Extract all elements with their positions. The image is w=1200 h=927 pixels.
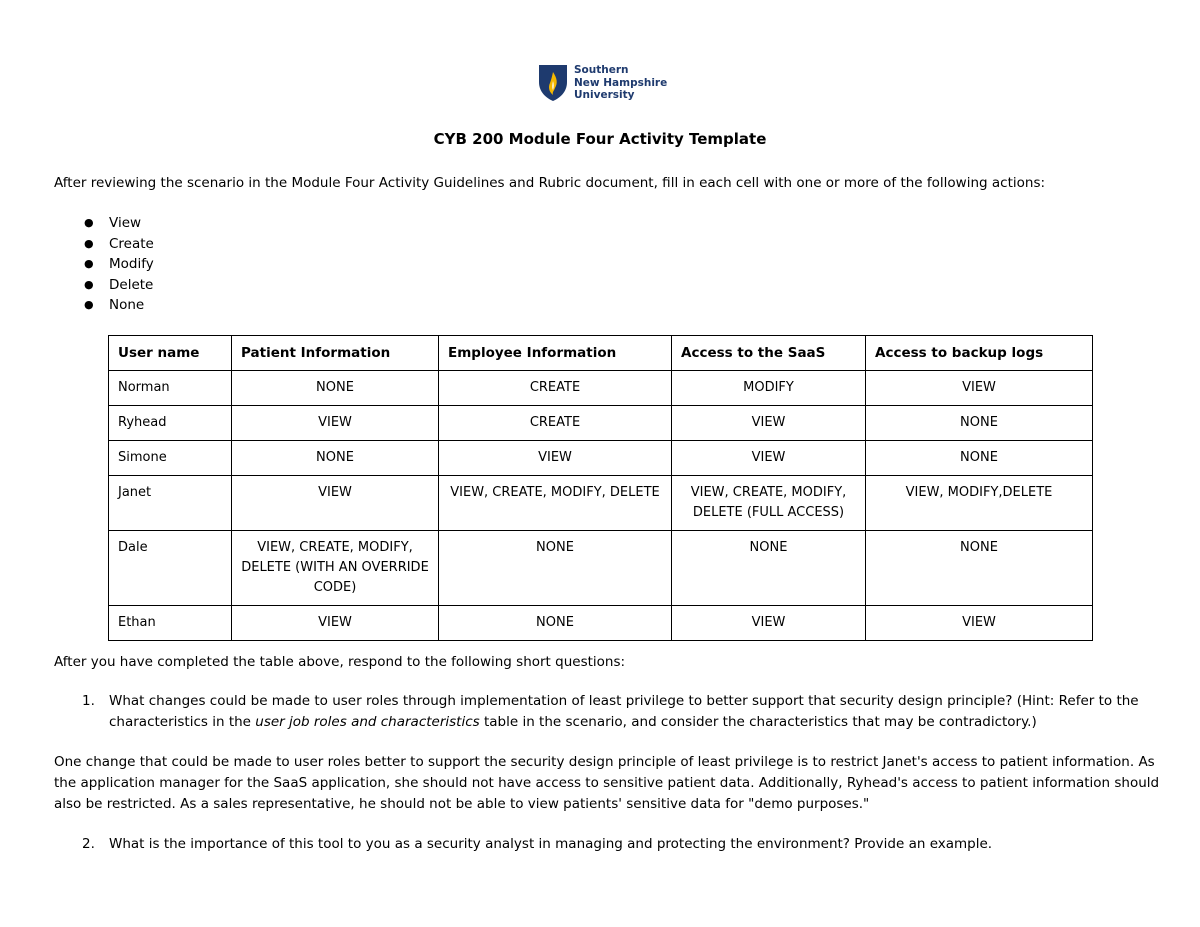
table-cell: VIEW bbox=[866, 606, 1093, 641]
table-cell: VIEW, CREATE, MODIFY, DELETE (FULL ACCESS) bbox=[672, 476, 866, 531]
table-cell: VIEW bbox=[439, 441, 672, 476]
bullet-icon: ● bbox=[84, 298, 94, 312]
table-cell: NONE bbox=[866, 531, 1093, 606]
column-header: Access to the SaaS bbox=[672, 336, 866, 371]
action-label: View bbox=[109, 215, 142, 231]
table-cell: NONE bbox=[866, 441, 1093, 476]
question-text-italic: user job roles and characteristics bbox=[255, 713, 480, 730]
action-label: Create bbox=[109, 235, 154, 252]
table-cell: NONE bbox=[866, 406, 1093, 441]
table-cell: VIEW, MODIFY,DELETE bbox=[866, 476, 1093, 531]
question-text: What is the importance of this tool to you as a security analyst in managing and protecting the environment? Provide an example. bbox=[109, 836, 993, 852]
table-cell: NONE bbox=[672, 531, 866, 606]
table-row bbox=[109, 441, 1093, 476]
shield-flame-icon bbox=[538, 64, 568, 102]
logo-line-2: New Hampshire bbox=[574, 76, 668, 89]
question-2 bbox=[82, 834, 1152, 855]
column-header: Employee Information bbox=[439, 336, 672, 371]
question-text-part: table in the scenario, and consider the characteristics that may be contradictory.) bbox=[479, 713, 1037, 730]
action-label: Delete bbox=[109, 276, 154, 293]
table-row bbox=[109, 531, 1093, 606]
table-cell: MODIFY bbox=[672, 371, 866, 406]
action-label: None bbox=[109, 297, 145, 314]
user-name-cell: Ryhead bbox=[109, 406, 232, 441]
question-text bbox=[109, 691, 1152, 732]
question-number: 1. bbox=[82, 693, 95, 709]
list-item bbox=[84, 275, 154, 296]
table-cell: VIEW bbox=[232, 476, 439, 531]
logo-line-3: University bbox=[574, 89, 635, 101]
table-cell: VIEW bbox=[672, 606, 866, 641]
actions-list bbox=[84, 213, 154, 316]
answer-1: One change that could be made to user roles better to support the security design principle of least privilege is to restrict Janet's access to patient information. As the application manager for the SaaS application, she should not have access to sensitive patient data. Additionally, Ryhead's access to patient information should also be restricted. As a sales representative, he should not be able to view patients' sensitive data for "demo purposes." bbox=[54, 754, 1160, 812]
table-cell: CREATE bbox=[439, 371, 672, 406]
after-table-paragraph: After you have completed the table above, respond to the following short questions: bbox=[54, 654, 626, 670]
action-label: Modify bbox=[109, 256, 154, 273]
bullet-icon: ● bbox=[84, 277, 94, 291]
question-1 bbox=[82, 691, 1152, 732]
list-item bbox=[84, 213, 154, 234]
bullet-icon: ● bbox=[84, 236, 94, 250]
table-cell: NONE bbox=[439, 531, 672, 606]
table-cell: NONE bbox=[232, 371, 439, 406]
table-row bbox=[109, 476, 1093, 531]
user-name-cell: Dale bbox=[109, 531, 232, 606]
list-item bbox=[84, 254, 154, 275]
list-item bbox=[84, 295, 154, 316]
bullet-icon: ● bbox=[84, 216, 94, 229]
snhu-logo bbox=[538, 64, 667, 102]
table-cell: NONE bbox=[439, 606, 672, 641]
intro-paragraph: After reviewing the scenario in the Module Four Activity Guidelines and Rubric document, fill in each cell with one or more of the following actions: bbox=[54, 175, 1046, 191]
question-number: 2. bbox=[82, 836, 95, 852]
user-name-cell: Ethan bbox=[109, 606, 232, 641]
table-cell: VIEW bbox=[672, 441, 866, 476]
column-header: Access to backup logs bbox=[866, 336, 1093, 371]
logo-line-1: Southern bbox=[574, 64, 629, 76]
column-header: User name bbox=[109, 336, 232, 371]
table-row bbox=[109, 406, 1093, 441]
list-item bbox=[84, 234, 154, 255]
access-matrix-table bbox=[108, 335, 1093, 641]
bullet-icon: ● bbox=[84, 257, 94, 271]
table-row bbox=[109, 371, 1093, 406]
table-cell: VIEW, CREATE, MODIFY, DELETE bbox=[439, 476, 672, 531]
table-cell: VIEW, CREATE, MODIFY, DELETE (WITH AN OVERRIDE CODE) bbox=[232, 531, 439, 606]
table-cell: VIEW bbox=[232, 606, 439, 641]
table-cell: NONE bbox=[232, 441, 439, 476]
question-text-part: What changes could be made to user roles through implementation of least privilege to better support that security design principle? (Hint: Refer to the characteristics in the bbox=[109, 693, 1139, 730]
logo-text bbox=[574, 64, 667, 102]
table-cell: CREATE bbox=[439, 406, 672, 441]
user-name-cell: Janet bbox=[109, 476, 232, 531]
table-cell: VIEW bbox=[232, 406, 439, 441]
user-name-cell: Norman bbox=[109, 371, 232, 406]
table-row bbox=[109, 606, 1093, 641]
column-header: Patient Information bbox=[232, 336, 439, 371]
document-title: CYB 200 Module Four Activity Template bbox=[433, 130, 767, 148]
table-cell: VIEW bbox=[866, 371, 1093, 406]
user-name-cell: Simone bbox=[109, 441, 232, 476]
table-cell: VIEW bbox=[672, 406, 866, 441]
table-header-row bbox=[109, 336, 1093, 371]
